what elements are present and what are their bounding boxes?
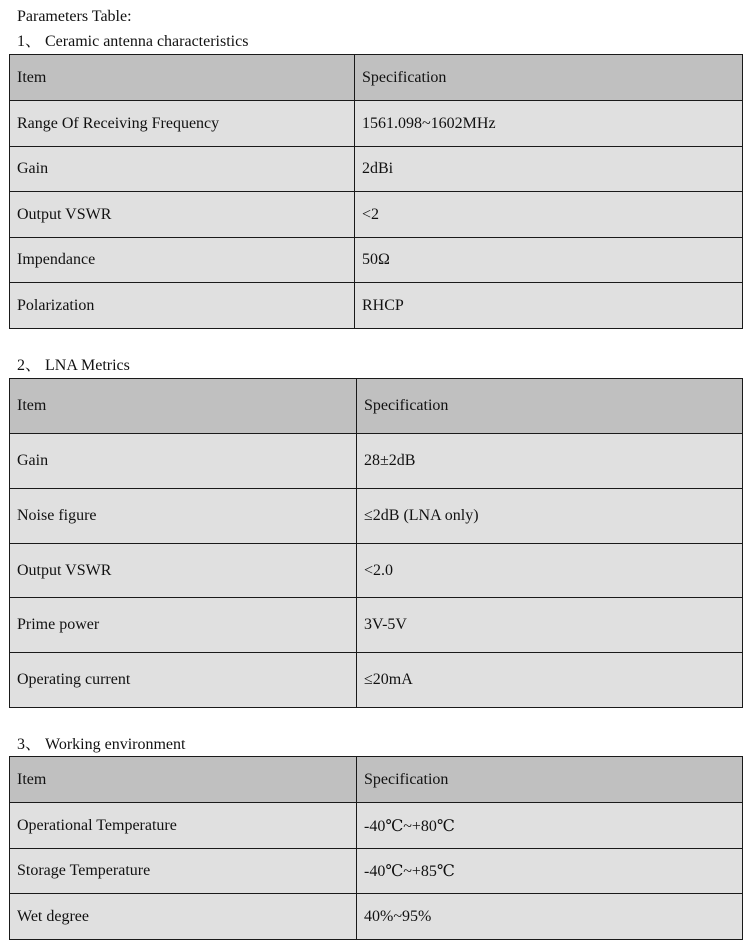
item-cell: Gain: [10, 147, 355, 192]
section-heading: 1、 Ceramic antenna characteristics: [17, 33, 249, 50]
item-cell: Storage Temperature: [10, 849, 357, 894]
header-cell: Item: [10, 55, 355, 101]
table-row: [10, 434, 743, 489]
table-row: [10, 283, 743, 329]
table-row: [10, 598, 743, 653]
spec-cell: ≤20mA: [357, 653, 743, 708]
item-cell: Gain: [10, 434, 357, 489]
item-cell: Wet degree: [10, 894, 357, 940]
item-cell: Polarization: [10, 283, 355, 329]
spec-cell: 40%~95%: [357, 894, 743, 940]
item-cell: Output VSWR: [10, 544, 357, 598]
table-header-row: [10, 757, 743, 803]
spec-cell: 50Ω: [355, 238, 743, 283]
spec-cell: ≤2dB (LNA only): [357, 489, 743, 544]
header-cell: Specification: [357, 379, 743, 434]
item-cell: Prime power: [10, 598, 357, 653]
section-heading: 2、 LNA Metrics: [17, 357, 130, 374]
spec-cell: -40℃~+80℃: [357, 803, 743, 849]
spec-cell: <2: [355, 192, 743, 238]
spec-cell: RHCP: [355, 283, 743, 329]
table-header-row: [10, 379, 743, 434]
table-header-row: [10, 55, 743, 101]
header-cell: Item: [10, 757, 357, 803]
item-cell: Impendance: [10, 238, 355, 283]
item-cell: Operating current: [10, 653, 357, 708]
spec-cell: 28±2dB: [357, 434, 743, 489]
table-row: [10, 192, 743, 238]
table-row: [10, 544, 743, 598]
item-cell: Output VSWR: [10, 192, 355, 238]
table-row: [10, 101, 743, 147]
table-row: [10, 147, 743, 192]
header-cell: Specification: [355, 55, 743, 101]
spec-table: [9, 378, 743, 708]
item-cell: Operational Temperature: [10, 803, 357, 849]
item-cell: Range Of Receiving Frequency: [10, 101, 355, 147]
item-cell: Noise figure: [10, 489, 357, 544]
table-row: [10, 653, 743, 708]
spec-cell: 1561.098~1602MHz: [355, 101, 743, 147]
section-heading: 3、 Working environment: [17, 736, 186, 753]
header-cell: Specification: [357, 757, 743, 803]
spec-cell: -40℃~+85℃: [357, 849, 743, 894]
spec-cell: 3V-5V: [357, 598, 743, 653]
spec-table: [9, 756, 743, 940]
table-row: [10, 894, 743, 940]
spec-cell: <2.0: [357, 544, 743, 598]
table-row: [10, 238, 743, 283]
page-title: Parameters Table:: [17, 8, 132, 25]
table-row: [10, 849, 743, 894]
table-row: [10, 803, 743, 849]
spec-cell: 2dBi: [355, 147, 743, 192]
header-cell: Item: [10, 379, 357, 434]
table-row: [10, 489, 743, 544]
spec-table: [9, 54, 743, 329]
